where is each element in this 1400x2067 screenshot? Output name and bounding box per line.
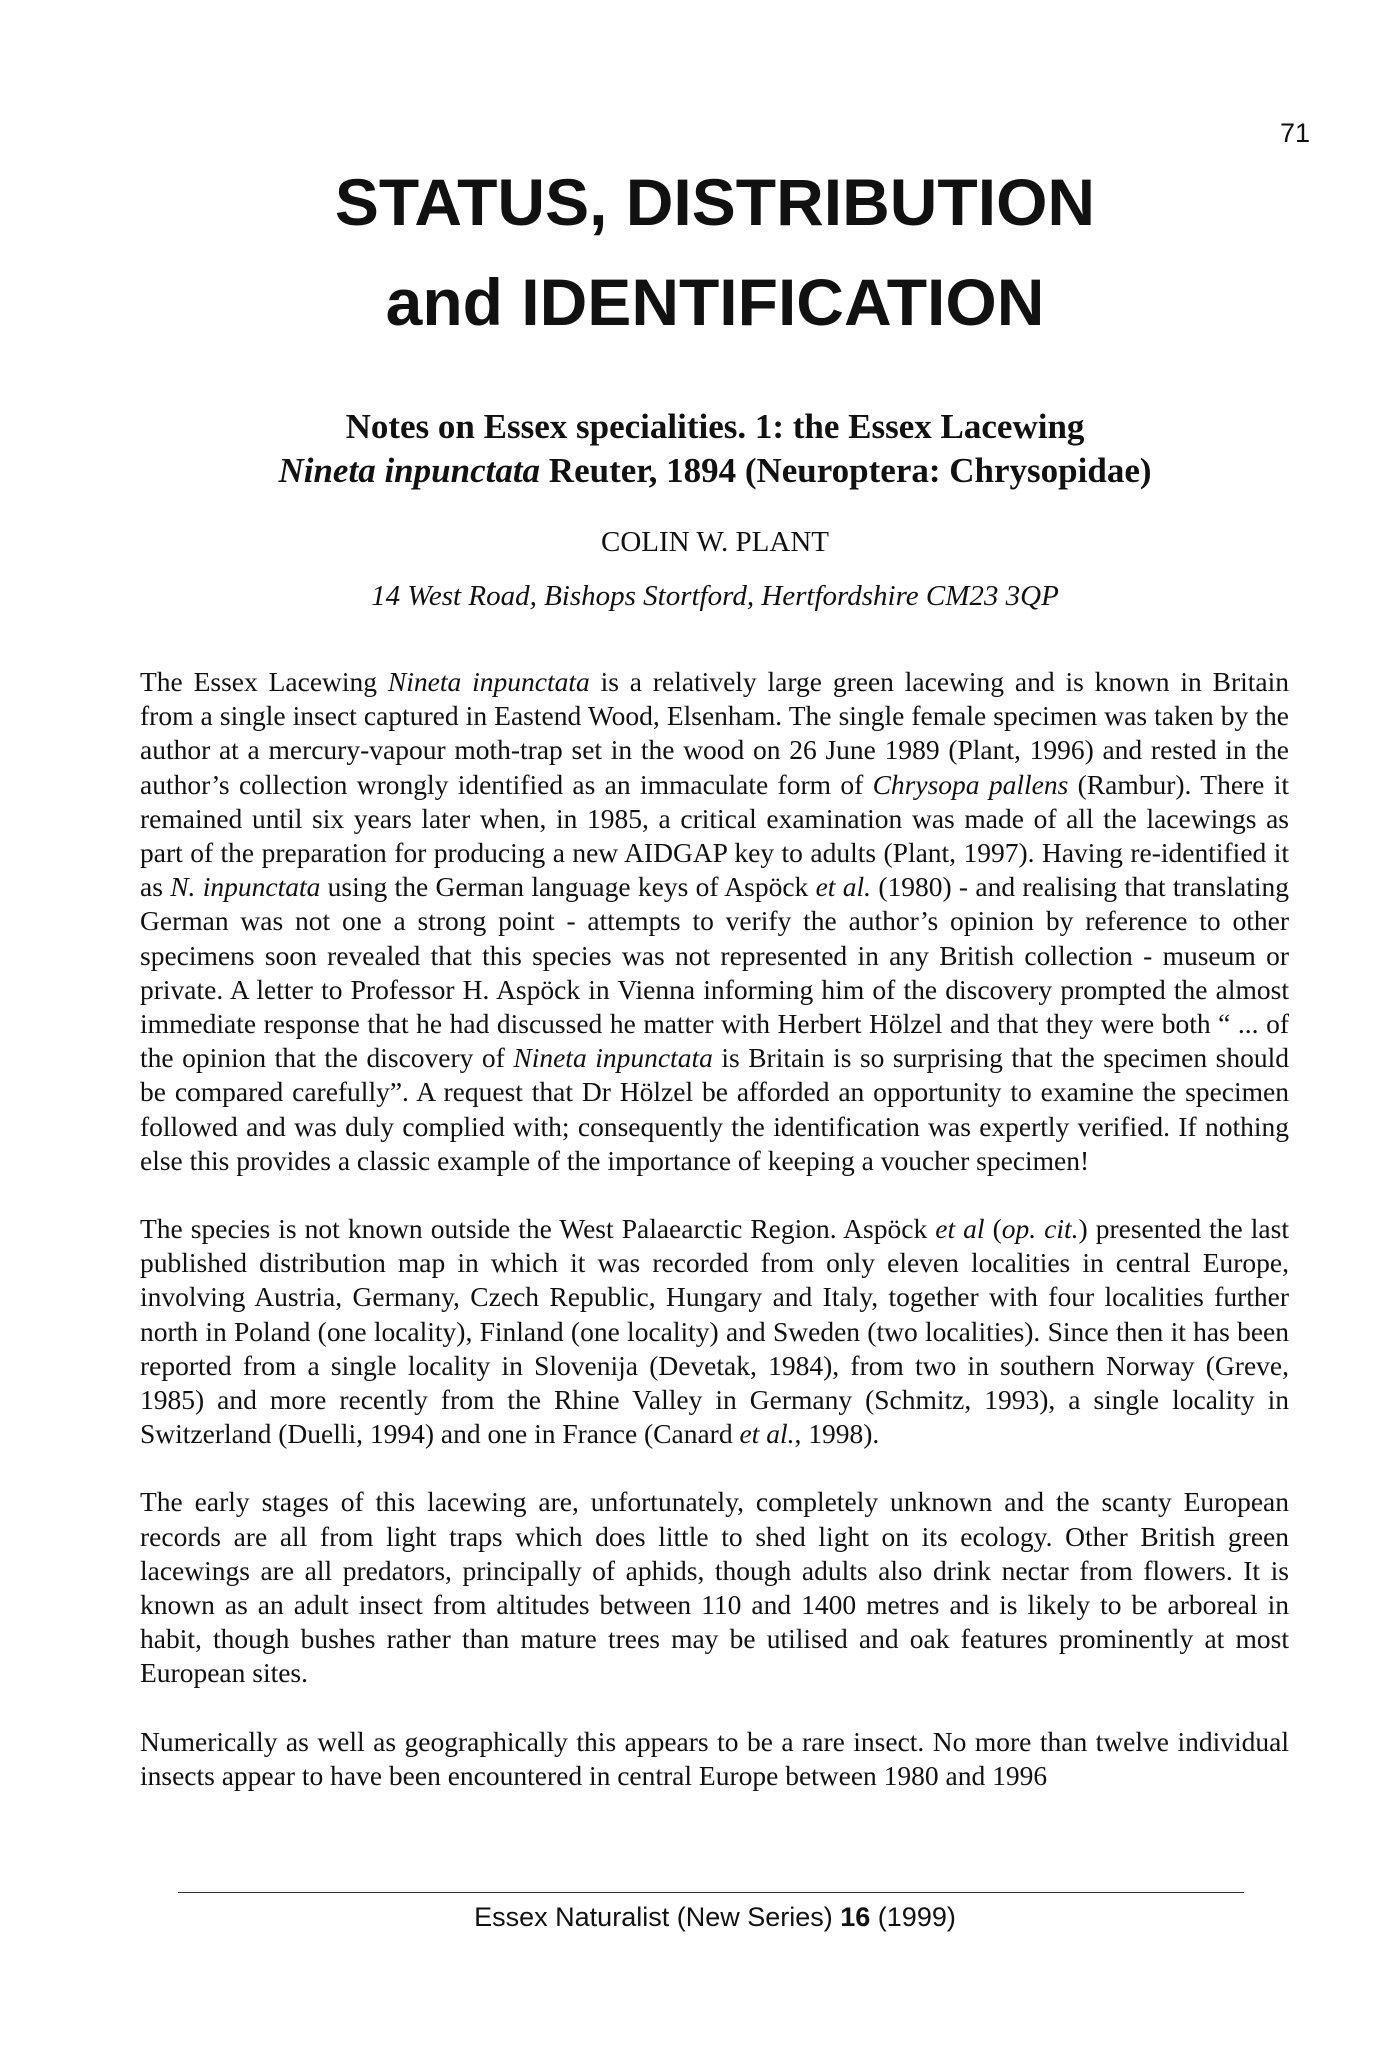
author-name: COLIN W. PLANT <box>601 526 829 558</box>
citation-italic: et al. <box>739 1418 795 1450</box>
article-title <box>140 405 1290 493</box>
text-run: (Rambur). There it remained until six years later when, in 1985, a critical examination was made of all the lacewings as part of the preparation for producing a new AIDGAP key to adults (Plant, 1997). Having re-identified it as <box>140 768 1289 903</box>
text-run: (1980) - and realising that translating German was not one a strong point - attempts to verify the author’s opinion by reference to other specimens soon revealed that this species was not represented in any British collection - museum or private. A letter to Professor H. Aspöck in Vienna informing him of the discovery prompted the almost immediate response that he had discussed he matter with Herbert Hölzel and that they were both “ ... of the opinion that the discovery of <box>140 871 1289 1074</box>
text-run: is a relatively large green lacewing and is known in Britain from a single insect captured in Eastend Wood, Elsenham. The single female specimen was taken by the author at a mercury-vapour moth-trap set in the wood on 26 June 1989 (Plant, 1996) and rested in the author’s collection wrongly identified as an immaculate form of <box>140 666 1289 800</box>
article-title-line-1: Notes on Essex specialities. 1: the Essex Lacewing <box>345 407 1085 446</box>
footer-divider <box>178 1892 1244 1893</box>
section-title-line-1: STATUS, DISTRIBUTION <box>334 165 1096 239</box>
citation-italic: et al <box>935 1213 985 1245</box>
journal-footer <box>140 1900 1290 1934</box>
species-italic: Nineta inpunctata <box>513 1042 713 1074</box>
paragraph-4: Numerically as well as geographically this appears to be a rare insect. No more than twelve individual insects appear to have been encountered in central Europe between 1980 and 1996 <box>140 1725 1289 1791</box>
text-run: ( <box>984 1213 1002 1245</box>
journal-year: (1999) <box>870 1902 956 1932</box>
journal-name: Essex Naturalist (New Series) <box>474 1902 841 1932</box>
article-title-line-2 <box>140 449 1290 493</box>
section-title-line-2: and IDENTIFICATION <box>385 265 1045 339</box>
text-run: using the German language keys of Aspöck <box>320 871 816 903</box>
paragraph-1 <box>140 665 1289 1178</box>
paragraph-3: The early stages of this lacewing are, unfortunately, completely unknown and the scanty European records are all from light traps which does little to shed light on its ecology. Other British green lacewings are all predators, principally of aphids, though adults also drink nectar from flowers. It is known as an adult insect from altitudes between 110 and 1400 metres and is likely to be arboreal in habit, though bushes rather than mature trees may be utilised and oak features prominently at most European sites. <box>140 1486 1289 1689</box>
paragraph-2 <box>140 1212 1289 1451</box>
text-run: The Essex Lacewing <box>140 666 388 697</box>
species-italic: Nineta inpunctata <box>387 666 590 697</box>
text-run: The species is not known outside the West Palaearctic Region. Aspöck <box>140 1213 936 1245</box>
citation-italic: op. cit. <box>1001 1213 1079 1245</box>
species-italic: N. inpunctata <box>170 871 321 903</box>
author-address: 14 West Road, Bishops Stortford, Hertfordshire CM23 3QP <box>371 580 1059 612</box>
citation-italic: et al. <box>815 871 872 903</box>
species-italic: Chrysopa pallens <box>872 768 1069 800</box>
text-run: is Britain is so surprising that the specimen should be compared carefully”. A request that Dr Hölzel be afforded an opportunity to examine the specimen followed and was duly complied with; consequently the identification was expertly verified. If nothing else this provides a classic example of the importance of keeping a voucher specimen! <box>140 1042 1289 1176</box>
text-run: ) presented the last published distribution map in which it was recorded from only eleven localities in central Europe, involving Austria, Germany, Czech Republic, Hungary and Italy, together with four localities further north in Poland (one locality), Finland (one locality) and Sweden (two localities). Since then it has been reported from a single locality in Slovenija (Devetak, 1984), from two in southern Norway (Greve, 1985) and more recently from the Rhine Valley in Germany (Schmitz, 1993), a single locality in Switzerland (Duelli, 1994) and one in France (Canard <box>140 1213 1289 1450</box>
species-name: Nineta inpunctata <box>278 451 541 490</box>
journal-volume: 16 <box>840 1902 871 1932</box>
section-title <box>140 152 1290 352</box>
text-run: , 1998). <box>794 1418 880 1450</box>
article-title-line-2-rest: Reuter, 1894 (Neuroptera: Chrysopidae) <box>540 451 1152 490</box>
article-body <box>140 665 1289 1827</box>
page-number: 71 <box>1279 118 1310 148</box>
